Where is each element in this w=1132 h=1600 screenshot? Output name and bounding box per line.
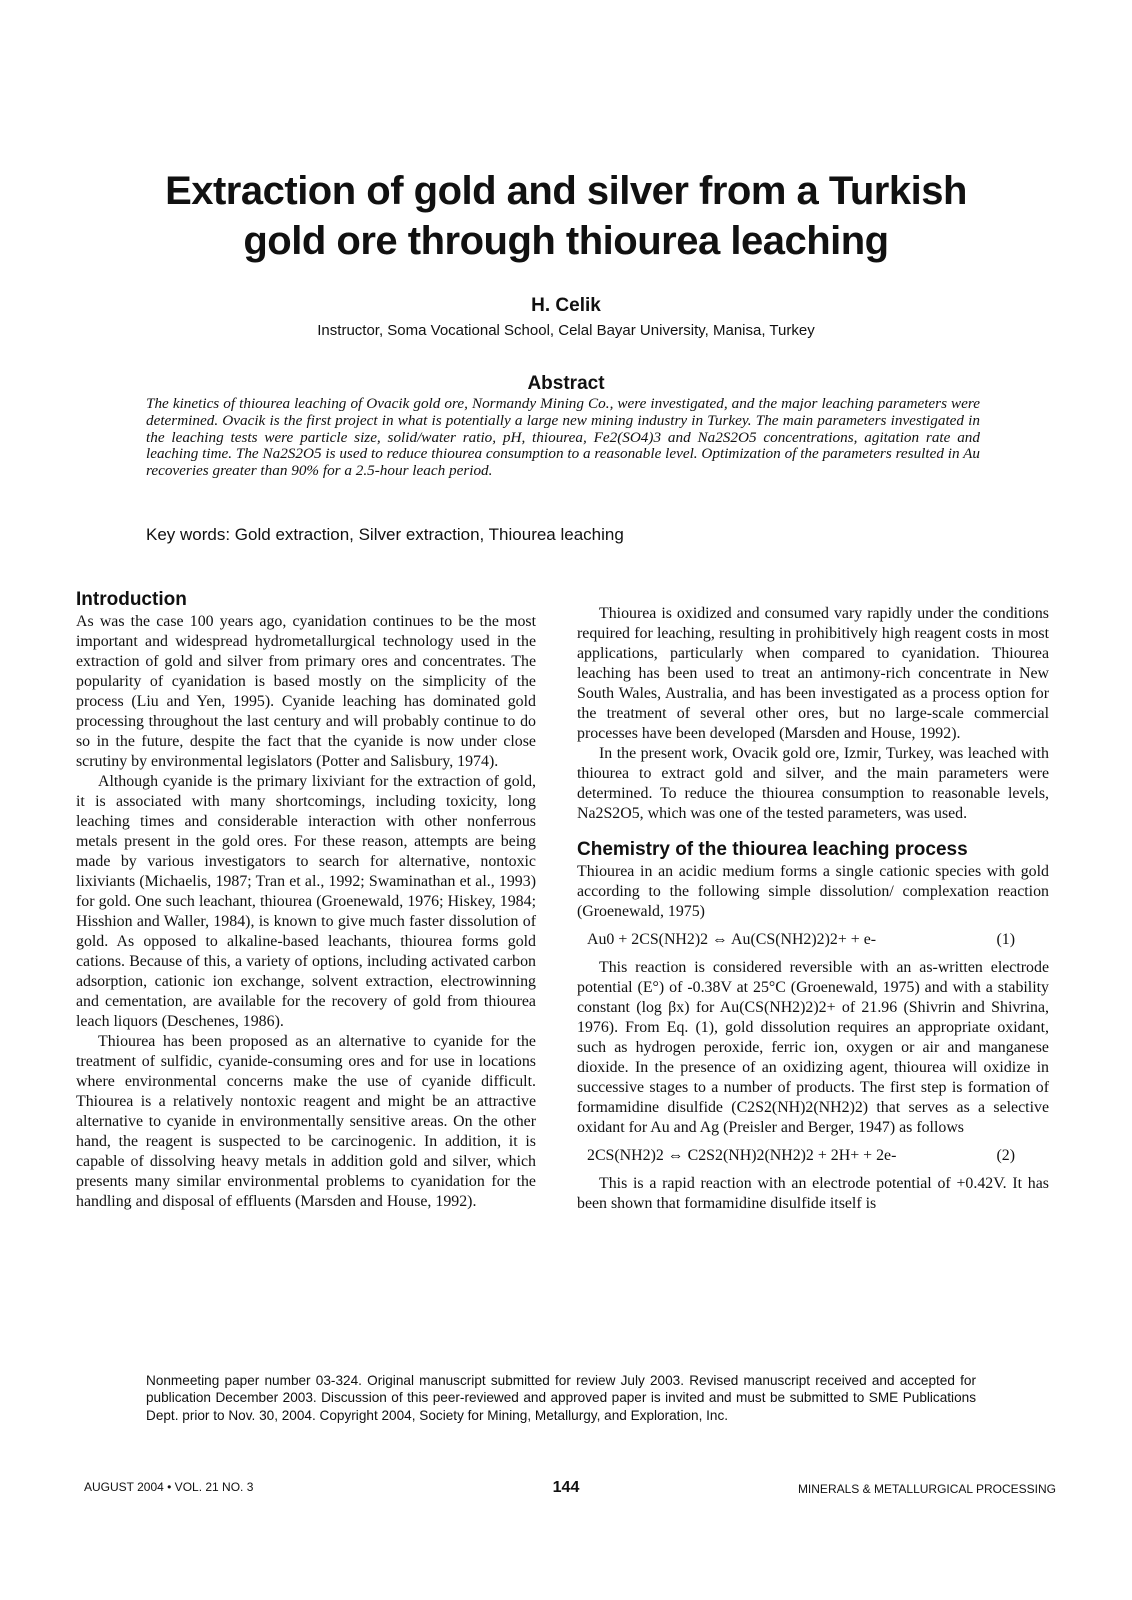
abstract-heading: Abstract	[527, 373, 605, 394]
footnote: Nonmeeting paper number 03-324. Original manuscript submitted for review July 2003. Revised manuscript received and accepted for publication December 2003. Discussion of this peer-reviewed and approved paper is invited and must be submitted to SME Publications Dept. prior to Nov. 30, 2004. Copyright 2004, Society for Mining, Metallurgy, and Exploration, Inc.	[146, 1373, 976, 1423]
title-line-1: Extraction of gold and silver from a Turkish	[165, 169, 967, 213]
equation-1	[587, 930, 1049, 950]
chemistry-heading: Chemistry of the thiourea leaching process	[577, 839, 968, 860]
right-paragraph-1: Thiourea is oxidized and consumed vary rapidly under the conditions required for leaching, resulting in prohibitively high reagent costs in most applications, particularly when compared to cyanidation. Thiourea leaching has been used to treat an antimony-rich concentrate in New South Wales, Australia, and has been investigated as a process option for the treatment of several other ores, but no large-scale commercial processes have been developed (Marsden and House, 1992).	[577, 605, 1049, 742]
right-paragraph-2: In the present work, Ovacik gold ore, Izmir, Turkey, was leached with thiourea to extract gold and silver, and the main parameters were determined. To reduce the thiourea consumption to reasonable levels, Na2S2O5, which was one of the tested parameters, was used.	[577, 745, 1049, 822]
equation-2	[587, 1146, 1049, 1166]
introduction-heading: Introduction	[76, 589, 187, 610]
paper-title	[70, 166, 1062, 266]
author: H. Celik	[531, 295, 601, 316]
affiliation: Instructor, Soma Vocational School, Celal Bayar University, Manisa, Turkey	[317, 322, 815, 339]
title-line-2: gold ore through thiourea leaching	[243, 219, 889, 263]
equation-2-number: (2)	[996, 1147, 1015, 1164]
intro-paragraph-1: As was the case 100 years ago, cyanidation continues to be the most important and widespread hydrometallurgical technology used in the extraction of gold and silver from primary ores and concentrates. The popularity of cyanidation is based mostly on the simplicity of the process (Liu and Yen, 1995). Cyanide leaching has dominated gold processing throughout the last century and will probably continue to do so in the future, despite the fact that the cyanide is now under close scrutiny by environmental legislators (Potter and Salisbury, 1974).	[76, 613, 536, 770]
equation-1-formula: Au0 + 2CS(NH2)2 ⇔ Au(CS(NH2)2)2+ + e-	[587, 931, 877, 948]
intro-paragraph-3: Thiourea has been proposed as an alternative to cyanide for the treatment of sulfidic, cyanide-consuming ores and for use in locations where environmental concerns make the use of cyanide difficult. Thiourea is a relatively nontoxic reagent and might be an attractive alternative to cyanide in environmentally sensitive areas. On the other hand, the reagent is suspected to be carcinogenic. In addition, it is capable of dissolving heavy metals in addition gold and silver, which presents many similar environmental problems to cyanidation for the handling and disposal of effluents (Marsden and House, 1992).	[76, 1033, 536, 1210]
left-column	[76, 588, 536, 1212]
footer-journal: MINERALS & METALLURGICAL PROCESSING	[797, 1482, 1056, 1496]
intro-paragraph-2: Although cyanide is the primary lixiviant for the extraction of gold, it is associated with many shortcomings, including toxicity, long leaching times and considerable interaction with other nonferrous metals present in the gold ores. For these reason, attempts are being made by various investigators to search for alternative, nontoxic lixiviants (Michaelis, 1987; Tran et al., 1992; Swaminathan et al., 1993) for gold. One such leachant, thiourea (Groenewald, 1976; Hiskey, 1984; Hisshion and Waller, 1984), is known to give much faster dissolution of gold. As opposed to alkaline-based leachants, thiourea forms gold cations. Because of this, a variety of options, including activated carbon adsorption, cationic ion exchange, solvent extraction, electrowinning and cementation, are available for the recovery of gold from thiourea leach liquors (Deschenes, 1986).	[76, 773, 536, 1030]
right-column	[577, 604, 1049, 1214]
abstract-text: The kinetics of thiourea leaching of Ovacik gold ore, Normandy Mining Co., were investigated, and the major leaching parameters were determined. Ovacik is the first project in what is potentially a large new mining industry in Turkey. The main parameters investigated in the leaching tests were particle size, solid/water ratio, pH, thiourea, Fe2(SO4)3 and Na2S2O5 concentrations, agitation rate and leaching time. The Na2S2O5 is used to reduce thiourea consumption to a reasonable level. Optimization of the parameters resulted in Au recoveries greater than 90% for a 2.5-hour leach period.	[146, 395, 980, 480]
page-number: 144	[552, 1479, 580, 1496]
chemistry-paragraph-3: This is a rapid reaction with an electrode potential of +0.42V. It has been shown that formamidine disulfide itself is	[577, 1175, 1049, 1212]
equation-1-number: (1)	[996, 931, 1015, 948]
chemistry-paragraph-1: Thiourea in an acidic medium forms a single cationic species with gold according to the following simple dissolution/ complexation reaction (Groenewald, 1975)	[577, 863, 1049, 920]
keywords: Key words: Gold extraction, Silver extraction, Thiourea leaching	[146, 525, 624, 544]
equation-2-formula: 2CS(NH2)2 ⇔ C2S2(NH)2(NH2)2 + 2H+ + 2e-	[587, 1147, 897, 1164]
chemistry-paragraph-2: This reaction is considered reversible with an as-written electrode potential (E°) of -0.38V at 25°C (Groenewald, 1975) and with a stability constant (log βx) for Au(CS(NH2)2)2+ of 21.96 (Shivrin and Shivrina, 1976). From Eq. (1), gold dissolution requires an appropriate oxidant, such as hydrogen peroxide, ferric ion, oxygen or air and manganese dioxide. In the presence of an oxidizing agent, thiourea will oxidize in successive stages to a number of products. The first step is formation of formamidine disulfide (C2S2(NH)2(NH2)2) that serves as a selective oxidant for Au and Ag (Preisler and Berger, 1947) as follows	[577, 959, 1049, 1136]
footer-issue: AUGUST 2004 • VOL. 21 NO. 3	[84, 1480, 254, 1494]
